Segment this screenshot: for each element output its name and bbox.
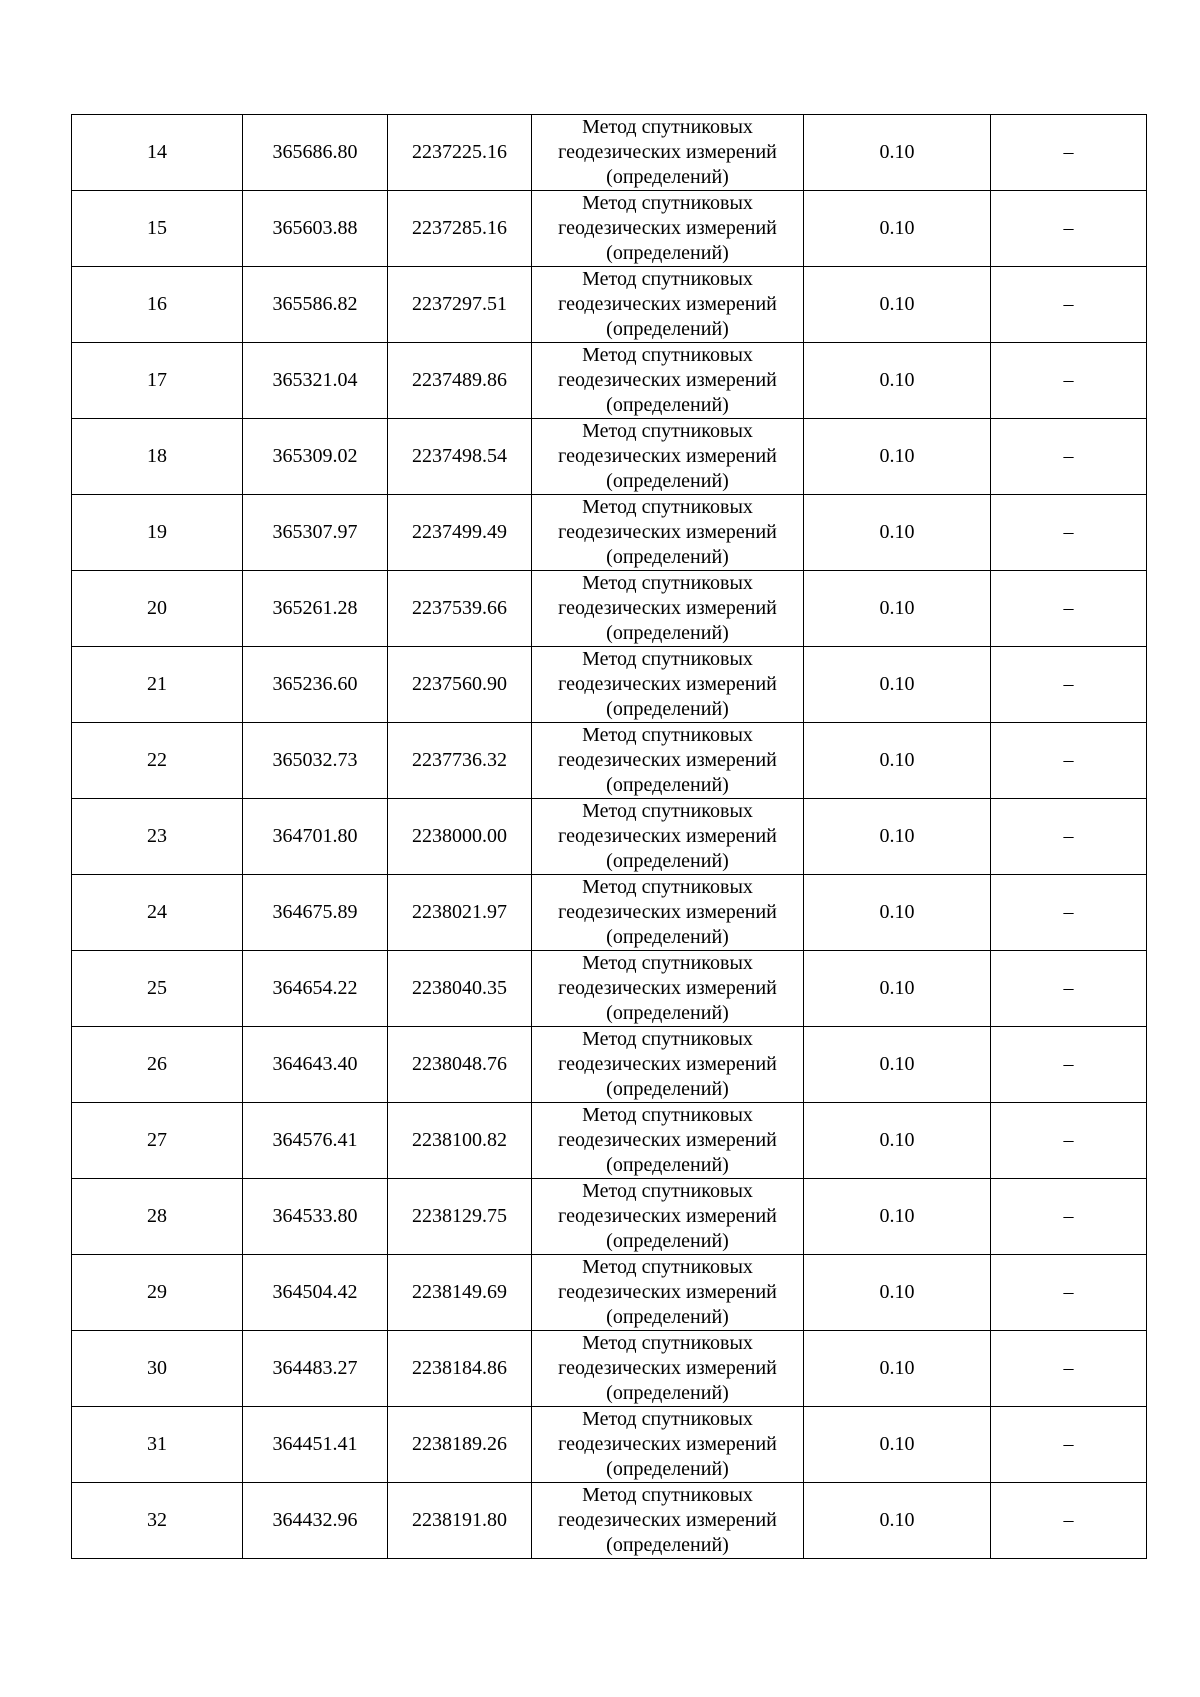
method-cell [532, 1027, 804, 1103]
method-cell [532, 419, 804, 495]
note-cell: – [991, 115, 1147, 191]
method-text-line: Метод спутниковых [582, 952, 753, 974]
y-coordinate-cell: 2238040.35 [388, 951, 532, 1027]
method-cell [532, 1255, 804, 1331]
table-row [72, 343, 1147, 419]
y-coordinate-cell: 2237736.32 [388, 723, 532, 799]
method-text-line: (определений) [606, 1306, 729, 1328]
table-row [72, 419, 1147, 495]
x-coordinate-cell: 365603.88 [243, 191, 388, 267]
x-coordinate-cell: 364451.41 [243, 1407, 388, 1483]
table-row [72, 191, 1147, 267]
y-coordinate-cell: 2237560.90 [388, 647, 532, 723]
accuracy-cell: 0.10 [804, 571, 991, 647]
method-text-line: Метод спутниковых [582, 344, 753, 366]
method-text-line: Метод спутниковых [582, 800, 753, 822]
method-text-line: Метод спутниковых [582, 572, 753, 594]
method-cell [532, 1331, 804, 1407]
accuracy-cell: 0.10 [804, 267, 991, 343]
point-number-cell: 21 [72, 647, 243, 723]
x-coordinate-cell: 365686.80 [243, 115, 388, 191]
note-cell: – [991, 1179, 1147, 1255]
method-text-line: геодезических измерений [558, 1433, 777, 1455]
method-text-line: геодезических измерений [558, 1509, 777, 1531]
method-text-line: Метод спутниковых [582, 1408, 753, 1430]
method-cell [532, 723, 804, 799]
point-number-cell: 30 [72, 1331, 243, 1407]
note-cell: – [991, 571, 1147, 647]
method-text-line: геодезических измерений [558, 597, 777, 619]
table-row [72, 495, 1147, 571]
method-cell [532, 1179, 804, 1255]
method-text-line: Метод спутниковых [582, 1484, 753, 1506]
method-text-line: (определений) [606, 394, 729, 416]
table-row [72, 1483, 1147, 1559]
accuracy-cell: 0.10 [804, 1103, 991, 1179]
method-text-line: геодезических измерений [558, 1205, 777, 1227]
x-coordinate-cell: 364533.80 [243, 1179, 388, 1255]
accuracy-cell: 0.10 [804, 495, 991, 571]
accuracy-cell: 0.10 [804, 191, 991, 267]
y-coordinate-cell: 2238048.76 [388, 1027, 532, 1103]
table-row [72, 647, 1147, 723]
method-text-line: геодезических измерений [558, 673, 777, 695]
note-cell: – [991, 951, 1147, 1027]
method-cell [532, 1103, 804, 1179]
method-text-line: Метод спутниковых [582, 192, 753, 214]
table-row [72, 723, 1147, 799]
method-text-line: (определений) [606, 850, 729, 872]
method-text-line: геодезических измерений [558, 749, 777, 771]
x-coordinate-cell: 365309.02 [243, 419, 388, 495]
method-text-line: Метод спутниковых [582, 724, 753, 746]
method-text-line: (определений) [606, 1078, 729, 1100]
note-cell: – [991, 799, 1147, 875]
method-text-line: Метод спутниковых [582, 1180, 753, 1202]
method-cell [532, 1483, 804, 1559]
method-text-line: (определений) [606, 774, 729, 796]
accuracy-cell: 0.10 [804, 115, 991, 191]
method-cell [532, 115, 804, 191]
y-coordinate-cell: 2238000.00 [388, 799, 532, 875]
point-number-cell: 17 [72, 343, 243, 419]
method-text-line: геодезических измерений [558, 217, 777, 239]
method-text-line: Метод спутниковых [582, 648, 753, 670]
method-text-line: (определений) [606, 242, 729, 264]
x-coordinate-cell: 364643.40 [243, 1027, 388, 1103]
y-coordinate-cell: 2237499.49 [388, 495, 532, 571]
method-text-line: Метод спутниковых [582, 420, 753, 442]
note-cell: – [991, 191, 1147, 267]
method-text-line: геодезических измерений [558, 141, 777, 163]
method-cell [532, 571, 804, 647]
y-coordinate-cell: 2238184.86 [388, 1331, 532, 1407]
accuracy-cell: 0.10 [804, 647, 991, 723]
point-number-cell: 18 [72, 419, 243, 495]
accuracy-cell: 0.10 [804, 1483, 991, 1559]
accuracy-cell: 0.10 [804, 951, 991, 1027]
point-number-cell: 16 [72, 267, 243, 343]
accuracy-cell: 0.10 [804, 1179, 991, 1255]
method-text-line: (определений) [606, 1534, 729, 1556]
y-coordinate-cell: 2238189.26 [388, 1407, 532, 1483]
method-cell [532, 875, 804, 951]
note-cell: – [991, 647, 1147, 723]
method-text-line: Метод спутниковых [582, 1256, 753, 1278]
method-text-line: (определений) [606, 1002, 729, 1024]
method-text-line: геодезических измерений [558, 293, 777, 315]
point-number-cell: 24 [72, 875, 243, 951]
method-text-line: геодезических измерений [558, 445, 777, 467]
table-row [72, 1255, 1147, 1331]
point-number-cell: 31 [72, 1407, 243, 1483]
accuracy-cell: 0.10 [804, 723, 991, 799]
table-row [72, 951, 1147, 1027]
x-coordinate-cell: 365307.97 [243, 495, 388, 571]
point-number-cell: 25 [72, 951, 243, 1027]
y-coordinate-cell: 2238191.80 [388, 1483, 532, 1559]
y-coordinate-cell: 2237498.54 [388, 419, 532, 495]
method-text-line: (определений) [606, 1382, 729, 1404]
table-row [72, 571, 1147, 647]
point-number-cell: 14 [72, 115, 243, 191]
y-coordinate-cell: 2237489.86 [388, 343, 532, 419]
y-coordinate-cell: 2237297.51 [388, 267, 532, 343]
method-cell [532, 1407, 804, 1483]
x-coordinate-cell: 364432.96 [243, 1483, 388, 1559]
table-row [72, 1103, 1147, 1179]
y-coordinate-cell: 2238021.97 [388, 875, 532, 951]
method-cell [532, 799, 804, 875]
y-coordinate-cell: 2237225.16 [388, 115, 532, 191]
coordinates-table [71, 114, 1147, 1559]
point-number-cell: 32 [72, 1483, 243, 1559]
note-cell: – [991, 1027, 1147, 1103]
x-coordinate-cell: 364654.22 [243, 951, 388, 1027]
y-coordinate-cell: 2238129.75 [388, 1179, 532, 1255]
point-number-cell: 23 [72, 799, 243, 875]
method-text-line: Метод спутниковых [582, 496, 753, 518]
x-coordinate-cell: 365032.73 [243, 723, 388, 799]
note-cell: – [991, 267, 1147, 343]
y-coordinate-cell: 2238149.69 [388, 1255, 532, 1331]
x-coordinate-cell: 364701.80 [243, 799, 388, 875]
method-text-line: Метод спутниковых [582, 116, 753, 138]
method-text-line: геодезических измерений [558, 1053, 777, 1075]
method-text-line: (определений) [606, 622, 729, 644]
method-text-line: (определений) [606, 166, 729, 188]
x-coordinate-cell: 364675.89 [243, 875, 388, 951]
y-coordinate-cell: 2237285.16 [388, 191, 532, 267]
point-number-cell: 27 [72, 1103, 243, 1179]
point-number-cell: 29 [72, 1255, 243, 1331]
table-row [72, 115, 1147, 191]
table-row [72, 799, 1147, 875]
method-text-line: геодезических измерений [558, 369, 777, 391]
method-cell [532, 343, 804, 419]
method-text-line: геодезических измерений [558, 825, 777, 847]
method-text-line: геодезических измерений [558, 521, 777, 543]
method-cell [532, 647, 804, 723]
method-text-line: Метод спутниковых [582, 268, 753, 290]
method-text-line: Метод спутниковых [582, 876, 753, 898]
method-cell [532, 951, 804, 1027]
point-number-cell: 20 [72, 571, 243, 647]
method-text-line: Метод спутниковых [582, 1028, 753, 1050]
note-cell: – [991, 1103, 1147, 1179]
note-cell: – [991, 495, 1147, 571]
method-text-line: (определений) [606, 1458, 729, 1480]
accuracy-cell: 0.10 [804, 1407, 991, 1483]
table-row [72, 875, 1147, 951]
x-coordinate-cell: 364504.42 [243, 1255, 388, 1331]
table-row [72, 1407, 1147, 1483]
x-coordinate-cell: 364576.41 [243, 1103, 388, 1179]
point-number-cell: 26 [72, 1027, 243, 1103]
method-text-line: геодезических измерений [558, 977, 777, 999]
accuracy-cell: 0.10 [804, 799, 991, 875]
method-text-line: (определений) [606, 926, 729, 948]
method-text-line: (определений) [606, 470, 729, 492]
x-coordinate-cell: 365586.82 [243, 267, 388, 343]
accuracy-cell: 0.10 [804, 875, 991, 951]
x-coordinate-cell: 365261.28 [243, 571, 388, 647]
table-row [72, 1331, 1147, 1407]
method-text-line: геодезических измерений [558, 1357, 777, 1379]
method-text-line: геодезических измерений [558, 901, 777, 923]
note-cell: – [991, 1331, 1147, 1407]
table-row [72, 1179, 1147, 1255]
table-row [72, 1027, 1147, 1103]
y-coordinate-cell: 2238100.82 [388, 1103, 532, 1179]
table-body [72, 115, 1147, 1559]
x-coordinate-cell: 365321.04 [243, 343, 388, 419]
x-coordinate-cell: 365236.60 [243, 647, 388, 723]
accuracy-cell: 0.10 [804, 343, 991, 419]
point-number-cell: 22 [72, 723, 243, 799]
note-cell: – [991, 723, 1147, 799]
accuracy-cell: 0.10 [804, 419, 991, 495]
note-cell: – [991, 1483, 1147, 1559]
accuracy-cell: 0.10 [804, 1027, 991, 1103]
method-text-line: (определений) [606, 318, 729, 340]
point-number-cell: 28 [72, 1179, 243, 1255]
note-cell: – [991, 875, 1147, 951]
method-text-line: геодезических измерений [558, 1281, 777, 1303]
accuracy-cell: 0.10 [804, 1331, 991, 1407]
note-cell: – [991, 343, 1147, 419]
method-text-line: (определений) [606, 698, 729, 720]
accuracy-cell: 0.10 [804, 1255, 991, 1331]
method-cell [532, 267, 804, 343]
table-row [72, 267, 1147, 343]
method-cell [532, 191, 804, 267]
method-text-line: (определений) [606, 1154, 729, 1176]
method-text-line: геодезических измерений [558, 1129, 777, 1151]
x-coordinate-cell: 364483.27 [243, 1331, 388, 1407]
method-text-line: (определений) [606, 1230, 729, 1252]
method-text-line: (определений) [606, 546, 729, 568]
point-number-cell: 15 [72, 191, 243, 267]
note-cell: – [991, 1407, 1147, 1483]
method-text-line: Метод спутниковых [582, 1332, 753, 1354]
method-cell [532, 495, 804, 571]
note-cell: – [991, 419, 1147, 495]
point-number-cell: 19 [72, 495, 243, 571]
method-text-line: Метод спутниковых [582, 1104, 753, 1126]
note-cell: – [991, 1255, 1147, 1331]
y-coordinate-cell: 2237539.66 [388, 571, 532, 647]
